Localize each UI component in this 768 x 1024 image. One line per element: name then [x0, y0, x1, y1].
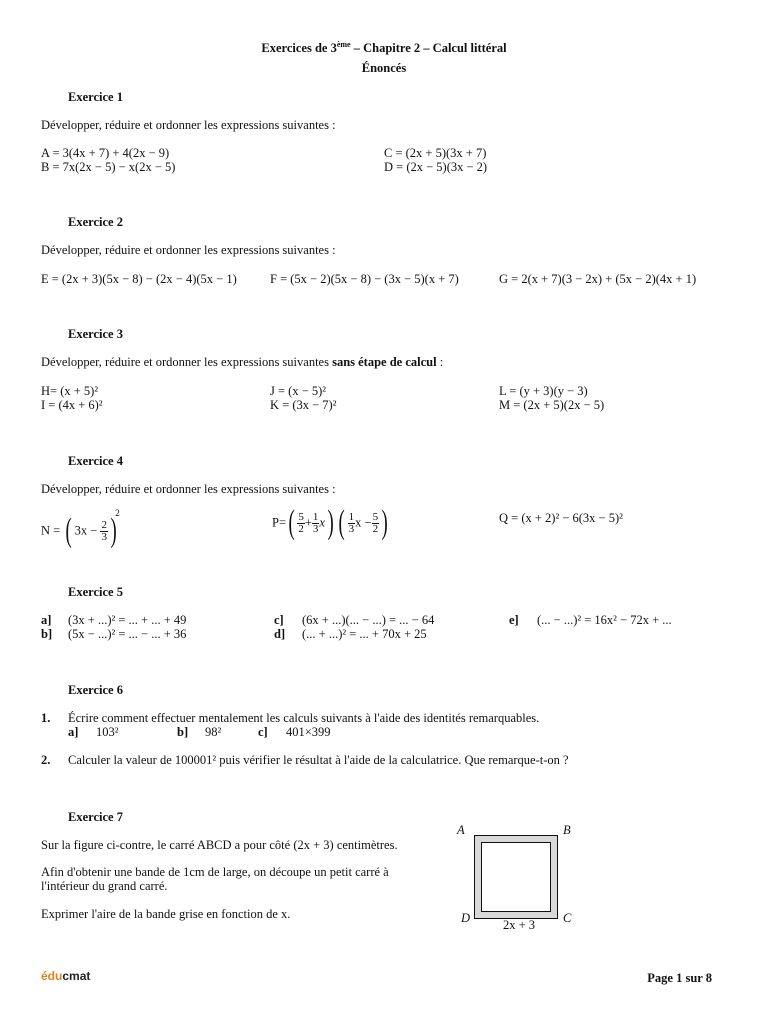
- ex6-q1b-label: b]: [177, 725, 189, 739]
- ex5-e-label: e]: [509, 613, 519, 627]
- ex5-d-expr: (... + ...)² = ... + 70x + 25: [302, 627, 427, 641]
- outer-square-abcd: [474, 835, 558, 919]
- p-plus: +: [304, 515, 312, 530]
- ex7-paragraph-1: Sur la figure ci-contre, le carré ABCD a pour côté (2x + 3) centimètres.: [41, 838, 398, 852]
- ex7-heading: Exercice 7: [68, 810, 123, 824]
- p-frac4-num: 5: [372, 510, 379, 523]
- right-paren: ): [327, 504, 334, 541]
- educmat-logo: [41, 969, 90, 983]
- page-title: [0, 40, 768, 56]
- ex4-expr-p: [272, 504, 390, 541]
- ex6-q1: [41, 711, 540, 725]
- vertex-d-label: D: [461, 911, 471, 925]
- ex6-q1-number: 1.: [41, 711, 51, 725]
- ex6-q2-text: Calculer la valeur de 100001² puis vérifier le résultat à l'aide de la calculatrice. Que remarque-t-on ?: [68, 753, 569, 767]
- ex1-instruction: Développer, réduire et ordonner les expressions suivantes :: [41, 118, 336, 132]
- ex5-d-label: d]: [274, 627, 286, 641]
- page-subtitle: Énoncés: [361, 61, 407, 75]
- n-fraction: [100, 520, 108, 543]
- p-frac3-num: 1: [348, 510, 355, 523]
- ex5-c: [274, 613, 435, 627]
- p-x: x: [319, 515, 325, 530]
- side-length-label: 2x + 3: [503, 918, 536, 932]
- ex6-q1a-value: 103²: [96, 725, 119, 739]
- p-frac1-num: 5: [298, 510, 304, 523]
- ex3-expr-j: J = (x − 5)²: [270, 384, 327, 398]
- ex5-e-expr: (... − ...)² = 16x² − 72x + ...: [537, 613, 672, 627]
- left-paren: (: [65, 512, 73, 550]
- ex5-a-expr: (3x + ...)² = ... + ... + 49: [68, 613, 187, 627]
- inner-square: [481, 842, 551, 912]
- title-sup: ème: [336, 40, 351, 49]
- page-number: Page 1 sur 8: [647, 971, 712, 985]
- p-frac1-den: 2: [298, 522, 304, 535]
- ex6-heading: Exercice 6: [68, 683, 123, 697]
- title-prefix: Exercices de 3: [261, 41, 337, 56]
- ex3-instruction-end: :: [436, 355, 444, 369]
- ex4-expr-q: Q = (x + 2)² − 6(3x − 5)²: [499, 511, 623, 525]
- ex5-a: [41, 613, 187, 627]
- ex3-expr-l: L = (y + 3)(y − 3): [499, 384, 588, 398]
- p-fraction-1: [297, 512, 305, 535]
- ex6-q1-text: Écrire comment effectuer mentalement les calculs suivants à l'aide des identités remarquables.: [68, 711, 540, 725]
- ex5-c-expr: (6x + ...)(... − ...) = ... − 64: [302, 613, 435, 627]
- ex2-instruction: Développer, réduire et ordonner les expressions suivantes :: [41, 243, 336, 257]
- ex6-q1-items: [68, 725, 331, 739]
- p-frac2-num: 1: [312, 510, 319, 523]
- ex5-c-label: c]: [274, 613, 284, 627]
- ex1-expr-b: B = 7x(2x − 5) − x(2x − 5): [41, 160, 176, 174]
- ex6-q1c-value: 401×399: [286, 725, 331, 739]
- n-label: N =: [41, 523, 61, 538]
- logo-part-1: édu: [41, 969, 63, 983]
- ex3-instruction-text: Développer, réduire et ordonner les expressions suivantes: [41, 355, 333, 369]
- ex5-e: [509, 613, 672, 627]
- p-frac3-den: 3: [348, 522, 355, 535]
- ex3-expr-m: M = (2x + 5)(2x − 5): [499, 398, 605, 412]
- ex3-expr-h: H= (x + 5)²: [41, 384, 99, 398]
- vertex-b-label: B: [563, 823, 571, 837]
- ex3-expr-i: I = (4x + 6)²: [41, 398, 103, 412]
- ex3-instruction: [41, 355, 443, 370]
- ex2-expr-f: F = (5x − 2)(5x − 8) − (3x − 5)(x + 7): [270, 272, 459, 286]
- ex6-q2-number: 2.: [41, 753, 51, 767]
- n-frac-num: 2: [101, 518, 107, 531]
- ex6-q1b-value: 98²: [205, 725, 222, 739]
- n-frac-den: 3: [101, 530, 107, 543]
- vertex-c-label: C: [563, 911, 572, 925]
- ex2-expr-g: G = 2(x + 7)(3 − 2x) + (5x − 2)(4x + 1): [499, 272, 697, 286]
- n-term: 3x −: [74, 523, 98, 538]
- right-paren-2: ): [381, 504, 388, 541]
- p-fraction-4: [372, 512, 380, 535]
- ex2-expr-e: E = (2x + 3)(5x − 8) − (2x − 4)(5x − 1): [41, 272, 237, 286]
- ex2-heading: Exercice 2: [68, 215, 123, 229]
- p-frac4-den: 2: [372, 522, 379, 535]
- ex5-d: [274, 627, 427, 641]
- ex3-instruction-bold: sans étape de calcul: [332, 355, 437, 369]
- p-fraction-3: [348, 512, 356, 535]
- ex5-b-expr: (5x − ...)² = ... − ... + 36: [68, 627, 187, 641]
- ex7-paragraph-3: Exprimer l'aire de la bande grise en fonction de x.: [41, 907, 291, 921]
- ex4-heading: Exercice 4: [68, 454, 123, 468]
- ex5-heading: Exercice 5: [68, 585, 123, 599]
- ex6-q1a-label: a]: [68, 725, 79, 739]
- ex3-heading: Exercice 3: [68, 327, 123, 341]
- p-frac2-den: 3: [312, 522, 319, 535]
- ex5-a-label: a]: [41, 613, 52, 627]
- title-suffix: – Chapitre 2 – Calcul littéral: [350, 41, 507, 56]
- ex6-q1c-label: c]: [258, 725, 268, 739]
- p-label: P=: [272, 515, 287, 530]
- ex1-expr-a: A = 3(4x + 7) + 4(2x − 9): [41, 146, 170, 160]
- ex4-expr-n: [41, 508, 120, 550]
- logo-part-2: cmat: [62, 969, 91, 983]
- ex1-expr-c: C = (2x + 5)(3x + 7): [384, 146, 487, 160]
- p-x-minus: x −: [355, 515, 372, 530]
- n-exponent: 2: [115, 508, 120, 518]
- ex7-paragraph-2b: l'intérieur du grand carré.: [41, 879, 168, 893]
- right-paren: ): [110, 512, 117, 550]
- ex7-paragraph-2a: Afin d'obtenir une bande de 1cm de large, on découpe un petit carré à: [41, 865, 389, 879]
- ex1-heading: Exercice 1: [68, 90, 123, 104]
- vertex-a-label: A: [457, 823, 465, 837]
- left-paren-2: (: [338, 504, 346, 541]
- ex1-expr-d: D = (2x − 5)(3x − 2): [384, 160, 488, 174]
- ex5-b: [41, 627, 187, 641]
- ex4-instruction: Développer, réduire et ordonner les expressions suivantes :: [41, 482, 336, 496]
- left-paren: (: [288, 504, 295, 541]
- ex3-expr-k: K = (3x − 7)²: [270, 398, 337, 412]
- ex5-b-label: b]: [41, 627, 53, 641]
- ex6-q2: [41, 753, 569, 767]
